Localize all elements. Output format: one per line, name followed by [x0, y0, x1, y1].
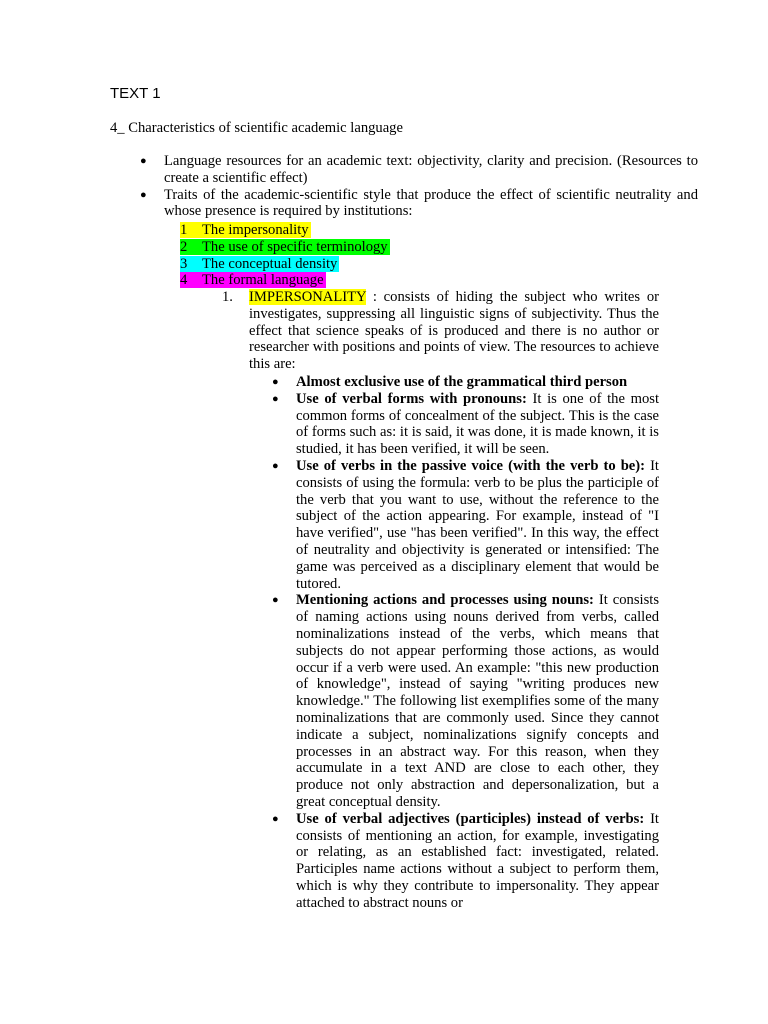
resource-title: Almost exclusive use of the grammatical third person — [296, 374, 628, 390]
resource-text: It is one of the most common forms of concealment of the subject. This is the case of forms such as: it is said, it was done, it is made known, it is studied, it has been verified, it will be seen. — [296, 390, 659, 458]
impersonality-section — [222, 289, 659, 373]
trait-highlight — [180, 272, 326, 288]
impersonality-paragraph — [249, 289, 659, 373]
page-title: TEXT 1 — [110, 85, 161, 102]
trait-item — [180, 272, 390, 289]
trait-number: 3 — [180, 255, 188, 272]
bullet-text: Language resources for an academic text: objectivity, clarity and precision. (Resources to create a scientific effect) — [164, 153, 698, 186]
bullet-text: Traits of the academic-scientific style that produce the effect of scientific neutrality and whose presence is required by institutions: — [164, 186, 698, 220]
trait-number: 4 — [180, 272, 188, 289]
trait-highlight — [180, 239, 390, 255]
trait-item — [180, 222, 390, 239]
trait-label: The conceptual density — [202, 255, 338, 272]
bullet-icon: ● — [140, 155, 147, 167]
trait-item — [180, 239, 390, 256]
impersonality-text: : consists of hiding the subject who writes or investigates, suppressing all linguistic signs of subjectivity. Thus the effect that science speaks of is produced and there is no author or researcher with positions and points of view. The resources to achieve this are: — [249, 289, 659, 373]
trait-item — [180, 256, 390, 273]
bullet-icon: ● — [272, 594, 279, 607]
resource-item — [270, 458, 659, 592]
traits-list — [180, 222, 390, 289]
impersonality-term: IMPERSONALITY — [249, 289, 367, 305]
resource-title: Mentioning actions and processes using nouns: — [296, 592, 594, 609]
resource-title: Use of verbs in the passive voice (with the verb to be): — [296, 457, 646, 474]
bullet-icon: ● — [272, 812, 279, 825]
section-heading: 4_ Characteristics of scientific academic language — [110, 120, 403, 136]
section-number: 1. — [222, 289, 233, 305]
list-item — [137, 187, 698, 221]
resource-item — [270, 391, 659, 458]
resource-text: It consists of naming actions using nouns derived from verbs, called nominalizations instead of the verbs, which means that subjects do not appear performing those actions, as would occur if a verb were used. An example: "this new production of knowledge", instead of saying "writing produces new knowledge." The following list exemplifies some of the many nominalizations that are commonly used. Since they cannot indicate a subject, nominalizations signify concepts and processes in an abstract way. For this reason, when they accumulate in a text AND are close to each other, they produce not only abstraction and depersonalization, but a great conceptual density. — [296, 592, 659, 810]
trait-highlight — [180, 222, 311, 238]
bullet-icon: ● — [140, 188, 147, 201]
trait-number: 1 — [180, 222, 188, 238]
bullet-icon: ● — [272, 392, 279, 405]
trait-label: The impersonality — [202, 222, 309, 238]
list-item — [137, 153, 698, 187]
resource-title: Use of verbal adjectives (participles) instead of verbs: — [296, 810, 645, 827]
trait-label: The formal language — [202, 272, 324, 289]
resource-item — [270, 592, 659, 810]
resource-item — [270, 811, 659, 912]
resources-list — [270, 374, 659, 912]
trait-label: The use of specific terminology — [202, 238, 388, 255]
resource-title: Use of verbal forms with pronouns: — [296, 390, 527, 407]
trait-number: 2 — [180, 238, 188, 255]
bullet-icon: ● — [272, 376, 279, 388]
resource-text: It consists of mentioning an action, for example, investigating or relating, as an established fact: investigated, related. Participles name actions without a subject to perform them, which is why they contribute to impersonality. They appear attached to abstract nouns or — [296, 810, 659, 911]
resource-text: It consists of using the formula: verb to be plus the participle of the verb that you want to use, without the reference to the subject of the action appearing. For example, instead of "I have verified", use "has been verified". In this way, the effect of neutrality and objectivity is generated or intensified: The game was perceived as a disciplinary element that would be tutored. — [296, 457, 659, 592]
bullet-icon: ● — [272, 459, 279, 472]
trait-highlight — [180, 256, 339, 272]
resource-item — [270, 374, 659, 391]
top-bullet-list — [137, 153, 698, 220]
